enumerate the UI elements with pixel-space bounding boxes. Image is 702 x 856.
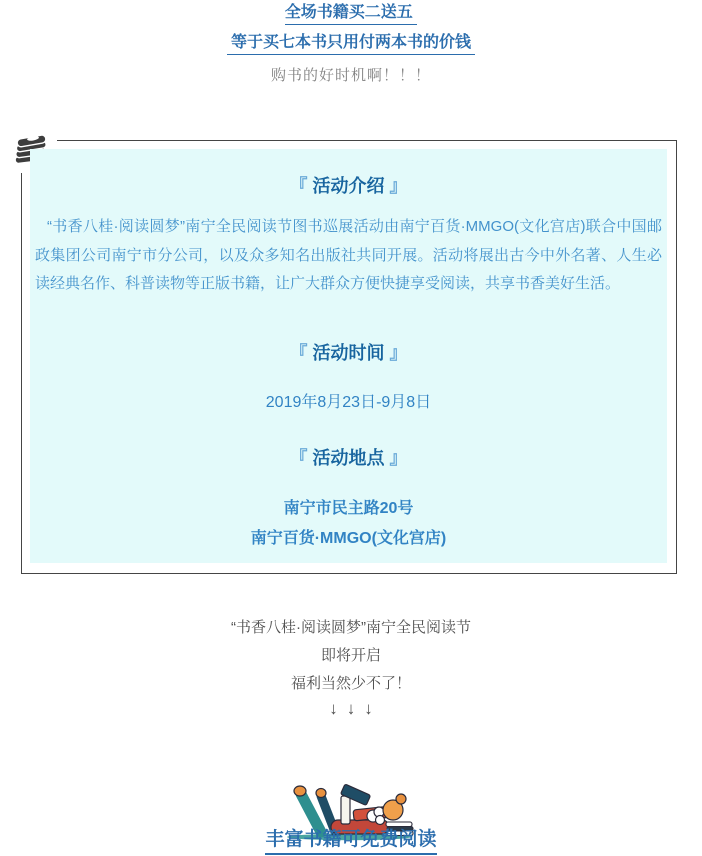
benefit-title-row [0,829,702,855]
note-festival-name: “书香八桂·阅读圆梦”南宁全民阅读节 [231,619,471,636]
event-time-value: 2019年8月23日-9月8日 [265,394,432,411]
note-coming-soon: 即将开启 [320,647,381,664]
bracket-left: 『 [289,176,313,196]
section-title-place [30,447,667,469]
bracket-right: 』 [384,343,408,363]
section-title-place-label: 活动地点 [312,448,385,468]
section-title-intro [30,175,667,197]
down-arrows-icon: ↓↓↓ [329,699,382,718]
promo-link-buy-two-get-five[interactable]: 全场书籍买二送五 [285,4,417,25]
bracket-right: 』 [384,176,408,196]
event-address-line1: 南宁市民主路20号 [283,500,414,517]
event-card [21,140,677,574]
promo-note: 购书的好时机啊！！！ [270,67,431,84]
section-title-time-label: 活动时间 [312,343,385,363]
bracket-left: 『 [289,448,313,468]
event-address-line2: 南宁百货·MMGO(文化宫店) [250,530,447,547]
event-panel [30,149,667,563]
promo-line-1-row [0,4,702,25]
benefit-title-link[interactable]: 丰富书籍可免费阅读 [265,829,436,855]
note-benefits: 福利当然少不了！ [290,675,411,692]
bracket-left: 『 [289,343,313,363]
section-title-time [30,342,667,364]
bracket-right: 』 [384,448,408,468]
section-title-intro-label: 活动介绍 [312,176,385,196]
promo-line-2-row [0,34,702,55]
promo-link-seven-for-two[interactable]: 等于买七本书只用付两本书的价钱 [227,34,476,55]
intro-paragraph: “书香八桂·阅读圆梦”南宁全民阅读节图书巡展活动由南宁百货·MMGO(文化宫店)联合中国邮政集团公司南宁市分公司，以及众多知名出版社共同开展。活动将展出古今中外名著、人生必读经典名作、科普读物等正版书籍，让广大群众方便快捷享受阅读，共享书香美好生活。 [35,218,662,292]
